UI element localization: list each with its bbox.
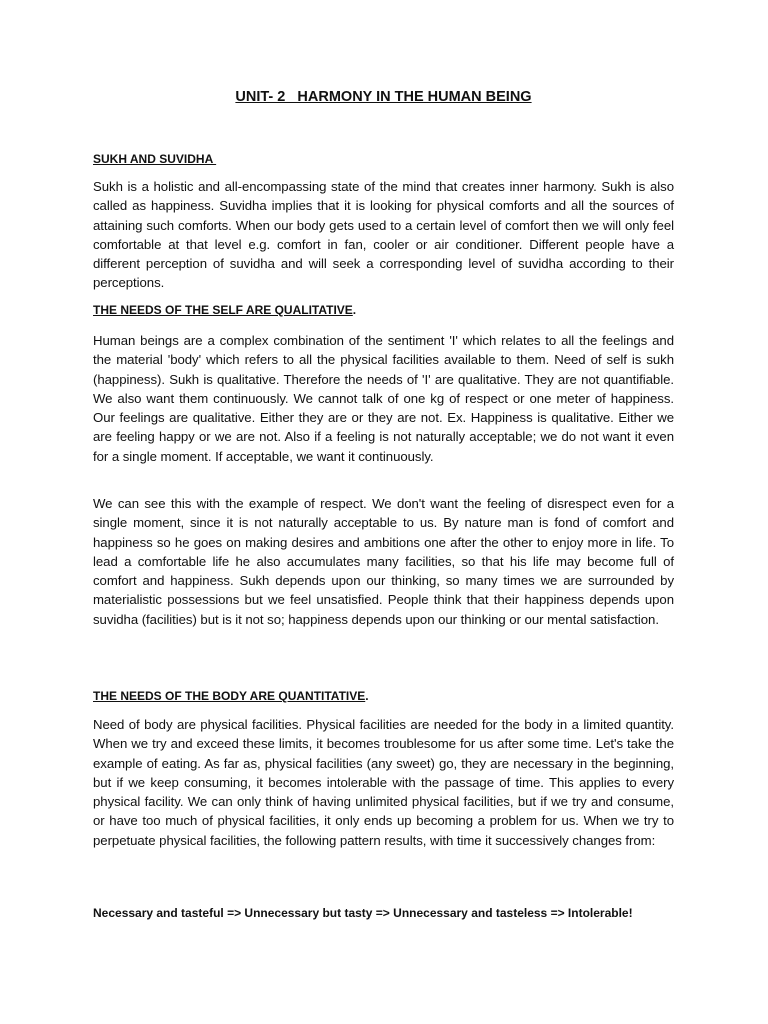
paragraph-respect-example: We can see this with the example of respect. We don't want the feeling of disrespect even for a single moment, since it is not naturally acceptable to us. By nature man is fond of comfort and happiness so he goes on making desires and ambitions one after the other to enjoy more in life. To lead a comfortable life he also accumulates many facilities, so that his life may become full of comfort and happiness. Sukh depends upon our thinking, so many times we are surrounded by materialistic possessions but we feel unsatisfied. People think that their happiness depends upon suvidha (facilities) but is it not so; happiness depends upon our thinking or our mental satisfaction. — [93, 496, 674, 627]
section-heading-self-qualitative — [93, 303, 356, 317]
paragraph-body-needs: Need of body are physical facilities. Physical facilities are needed for the body in a limited quantity. When we try and exceed these limits, it becomes troublesome for us after some time. Let's take the example of eating. As far as, physical facilities (any sweet) go, they are necessary in the beginning, but if we keep consuming, it becomes intolerable with the passage of time. This applies to every physical facility. We can only think of having unlimited physical facilities, but if we try and consume, or have too much of physical facilities, it only ends up becoming a problem for us. When we try to perpetuate physical facilities, the following pattern results, with time it successively changes from: — [93, 717, 674, 848]
pattern-line: Necessary and tasteful => Unnecessary but tasty => Unnecessary and tasteless => Intolerable! — [93, 906, 633, 920]
page-title: UNIT- 2 HARMONY IN THE HUMAN BEING — [235, 89, 532, 105]
section-heading-suffix: . — [365, 689, 369, 703]
section-heading-text: SUKH AND SUVIDHA — [93, 152, 217, 166]
section-heading-text: THE NEEDS OF THE SELF ARE QUALITATIVE — [93, 303, 353, 317]
section-heading-sukh-suvidha — [93, 152, 216, 166]
paragraph-sukh-suvidha: Sukh is a holistic and all-encompassing state of the mind that creates inner harmony. Sukh is also called as happiness. Suvidha implies that it is looking for physical comforts and all the sources of attaining such comforts. When our body gets used to a certain level of comfort then we will only feel comfortable at that level e.g. comfort in fan, cooler or air conditioner. Different people have a different perception of suvidha and will seek a corresponding level of suvidha according to their perceptions. — [93, 179, 674, 291]
section-heading-body-quantitative — [93, 689, 369, 703]
section-heading-text: THE NEEDS OF THE BODY ARE QUANTITATIVE — [93, 689, 366, 703]
section-heading-suffix: . — [352, 303, 357, 317]
document-page — [93, 0, 674, 1024]
paragraph-self-needs: Human beings are a complex combination of the sentiment 'I' which relates to all the feelings and the material 'body' which refers to all the physical facilities available to them. Need of self is sukh (happiness). Sukh is qualitative. Therefore the needs of 'I' are qualitative. They are not quantifiable. We also want them continuously. We cannot talk of one kg of respect or one meter of happiness. Our feelings are qualitative. Either they are or they are not. Ex. Happiness is qualitative. Either we are feeling happy or we are not. Also if a feeling is not naturally acceptable; we do not want it even for a single moment. If acceptable, we want it continuously. — [93, 333, 674, 464]
